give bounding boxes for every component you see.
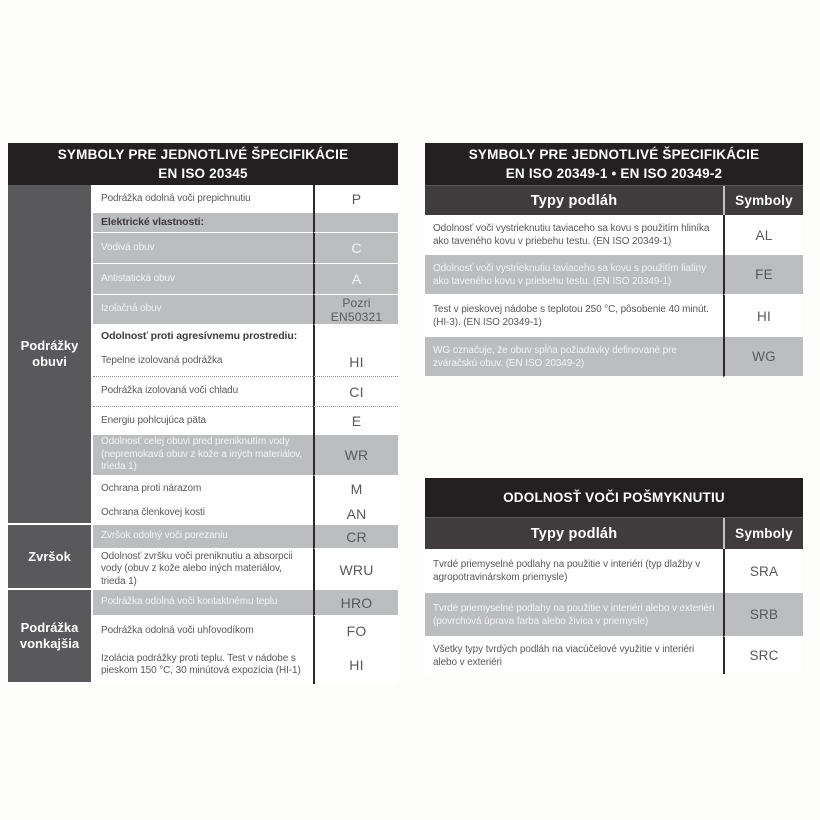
spec-symbol: SRB — [723, 593, 803, 637]
spec-symbol: C — [313, 233, 398, 264]
table-title-en-iso-20345 — [8, 143, 398, 185]
spec-symbol: CR — [313, 525, 398, 549]
spec-desc: Zvršok odolný voči porezaniu — [93, 525, 313, 549]
table-title-line1: SYMBOLY PRE JEDNOTLIVÉ ŠPECIFIKÁCIE — [468, 147, 760, 162]
group-cell: Podrážka vonkajšia — [8, 590, 93, 684]
table-en-iso-20345 — [8, 143, 398, 684]
spec-desc: Odolnosť voči vystrieknutiu taviaceho sa kovu s použitím hliníka ako taveného kovu v priebehu testu. (EN ISO 20349-1) — [433, 223, 710, 247]
spec-symbol — [313, 325, 398, 347]
spec-desc: Izolačná obuv — [93, 295, 313, 325]
spec-desc: Podrážka odolná voči kontaktnému teplu — [93, 590, 313, 616]
col-header-symboly: Symboly — [723, 518, 803, 549]
spec-desc: Podrážka odolná voči uhľovodíkom — [101, 624, 254, 636]
col-header-symboly: Symboly — [723, 186, 803, 215]
spec-symbol: HI — [313, 646, 398, 684]
spec-desc: Izolácia podrážky proti teplu. Test v nádobe s pieskom 150 °C, 30 minútová expozícia (HI-1) — [101, 652, 301, 676]
spec-symbol — [313, 213, 398, 233]
spec-symbol: AN — [313, 502, 398, 525]
group-cell: Zvršok — [8, 525, 93, 590]
spec-symbol: HI — [723, 295, 803, 337]
spec-desc: Odolnosť celej obuvi pred preniknutím vody (nepremokavá obuv z kože a iných materiálov, trieda 1) — [93, 435, 313, 476]
spec-symbol: WG — [723, 337, 803, 377]
table-title-line1: ODOLNOSŤ VOČI POŠMYKNUTIU — [503, 490, 725, 505]
spec-desc: Test v pieskovej nádobe s teplotou 250 °C, pôsobenie 40 minút. (HI-3). (EN ISO 20349-1) — [433, 304, 709, 328]
spec-symbol: Pozri EN50321 — [313, 295, 398, 325]
table-title-slip-resistance — [425, 478, 803, 517]
table-title-line2: EN ISO 20349-1 • EN ISO 20349-2 — [505, 166, 723, 181]
spec-desc: Podrážka odolná voči prepichnutiu — [101, 192, 251, 204]
spec-desc: Antistatická obuv — [93, 264, 313, 295]
table-slip-resistance — [425, 478, 803, 674]
spec-symbol: M — [313, 476, 398, 502]
spec-desc: Tvrdé priemyselné podlahy na použitie v interiéri (typ dlažby v agropotravinárskom priemysle) — [433, 559, 701, 583]
spec-desc: Odolnosť voči vystrieknutiu taviaceho sa kovu s použitím liatiny ako taveného kovu v priebehu testu. (EN ISO 20349-1) — [425, 255, 723, 295]
spec-symbol: CI — [313, 377, 398, 407]
spec-symbol: HI — [313, 347, 398, 377]
col-header-typy-podlah: Typy podláh — [530, 192, 618, 209]
spec-desc: WG označuje, že obuv spĺňa požiadavky definované pre zváračskú obuv. (EN ISO 20349-2) — [425, 337, 723, 377]
spec-symbol: WRU — [313, 549, 398, 590]
right-bottom-table-body — [425, 549, 803, 674]
spec-desc: Vodivá obuv — [93, 233, 313, 264]
spec-desc: Tepelne izolovaná podrážka — [93, 347, 313, 377]
left-table-body — [8, 185, 398, 684]
column-header-row — [425, 517, 803, 549]
group-cell: Podrážky obuvi — [8, 185, 93, 525]
right-top-table-body — [425, 215, 803, 377]
spec-symbol: AL — [723, 215, 803, 255]
spec-desc: Odolnosť zvršku voči preniknutiu a absorpcii vody (obuv z kože alebo iných materiálov, trieda 1) — [101, 550, 293, 587]
column-header-row — [425, 185, 803, 215]
table-title-en-iso-20349 — [425, 143, 803, 185]
spec-desc: Ochrana členkovej kosti — [101, 507, 205, 519]
table-title-line1: SYMBOLY PRE JEDNOTLIVÉ ŠPECIFIKÁCIE — [57, 147, 349, 162]
spec-symbol: A — [313, 264, 398, 295]
spec-symbol: SRC — [723, 637, 803, 674]
spec-desc: Energiu pohlcujúca päta — [101, 414, 207, 426]
spec-symbol: FE — [723, 255, 803, 295]
spec-desc: Ochrana proti nárazom — [101, 482, 202, 494]
spec-symbol: WR — [313, 435, 398, 476]
spec-symbol: SRA — [723, 549, 803, 593]
table-title-line2: EN ISO 20345 — [158, 166, 248, 181]
spec-desc: Tvrdé priemyselné podlahy na použitie v interiéri alebo v exteriéri (povrchová úprava farba alebo živica v priemysle) — [425, 593, 723, 637]
spec-desc: Odolnosť proti agresívnemu prostrediu: — [101, 329, 298, 342]
spec-symbol: P — [313, 185, 398, 213]
col-header-typy-podlah: Typy podláh — [530, 525, 618, 542]
spec-desc: Podrážka izolovaná voči chladu — [93, 377, 313, 407]
spec-symbol: FO — [313, 616, 398, 646]
spec-desc: Všetky typy tvrdých podláh na viacúčelové využitie v interiéri alebo v exteriéri — [433, 643, 695, 668]
spec-desc: Elektrické vlastnosti: — [93, 213, 313, 233]
spec-symbol: E — [313, 407, 398, 435]
spec-symbol: HRO — [313, 590, 398, 616]
table-en-iso-20349 — [425, 143, 803, 377]
